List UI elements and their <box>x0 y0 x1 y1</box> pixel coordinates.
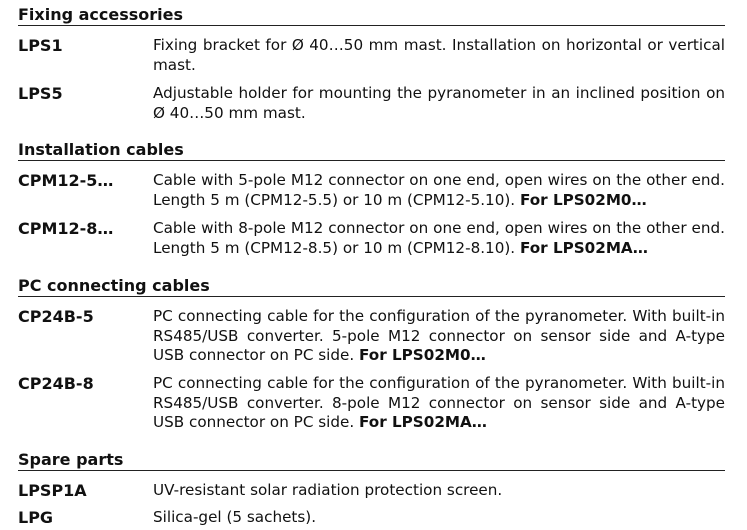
description-text: Silica-gel (5 sachets). <box>153 508 317 526</box>
model-compatibility: For LPS02M0… <box>359 346 486 364</box>
model-compatibility: For LPS02MA… <box>519 238 648 257</box>
description-text: Fixing bracket for Ø 40…50 mm mast. Installation on horizontal or vertical mast. <box>153 36 725 74</box>
section-pc-connecting-cables <box>18 276 725 431</box>
part-description <box>153 171 725 210</box>
description-text: UV-resistant solar radiation protection screen. <box>153 481 503 499</box>
part-description <box>153 508 725 528</box>
part-code: LPS1 <box>18 36 63 55</box>
part-code: CP24B-8 <box>18 374 94 393</box>
part-code: CPM12-5… <box>18 171 114 190</box>
section-installation-cables <box>18 140 725 257</box>
part-code: CP24B-5 <box>18 307 94 326</box>
section-fixing-accessories <box>18 5 725 122</box>
part-code: LPG <box>18 508 54 527</box>
section-title: Installation cables <box>18 140 725 161</box>
part-description <box>153 36 725 75</box>
section-title: Spare parts <box>18 450 725 471</box>
model-compatibility: For LPS02M0… <box>519 190 647 209</box>
part-description <box>153 481 725 501</box>
part-description <box>153 84 725 123</box>
part-code: LPSP1A <box>18 481 87 500</box>
description-text: PC connecting cable for the configuration of the pyranometer. With built-in RS485/USB converter. 5-pole M12 connector on sensor side and A-type USB connector on PC side. <box>153 307 725 364</box>
part-description <box>153 219 725 258</box>
part-description <box>153 374 725 433</box>
part-code: CPM12-8… <box>18 219 114 238</box>
section-title: Fixing accessories <box>18 5 725 26</box>
description-text: Cable with 5-pole M12 connector on one end, open wires on the other end. Length 5 m (CPM12-5.5) or 10 m (CPM12-5.10). <box>153 171 725 209</box>
model-compatibility: For LPS02MA… <box>359 413 487 431</box>
description-text: Adjustable holder for mounting the pyranometer in an inclined position on Ø 40…50 mm mast. <box>153 84 725 122</box>
part-description <box>153 307 725 366</box>
description-text: PC connecting cable for the configuration of the pyranometer. With built-in RS485/USB converter. 8-pole M12 connector on sensor side and A-type USB connector on PC side. <box>153 374 725 431</box>
section-spare-parts <box>18 450 725 527</box>
description-text: Cable with 8-pole M12 connector on one end, open wires on the other end. Length 5 m (CPM12-8.5) or 10 m (CPM12-8.10). <box>153 219 725 257</box>
part-code: LPS5 <box>18 84 63 103</box>
section-title: PC connecting cables <box>18 276 725 297</box>
